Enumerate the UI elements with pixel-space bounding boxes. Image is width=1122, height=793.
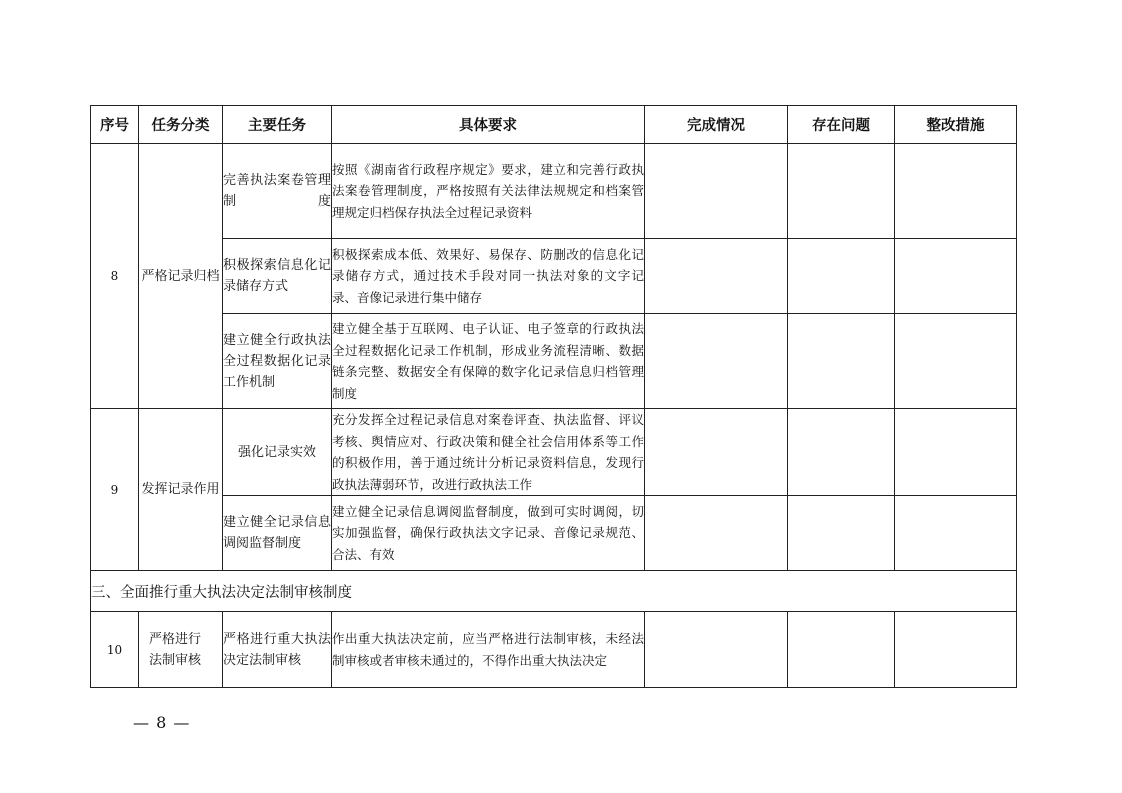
requirement-cell: 建立健全记录信息调阅监督制度，做到可实时调阅，切实加强监督，确保行政执法文字记录、音像记录规范、合法、有效: [332, 496, 645, 571]
problems-cell[interactable]: [788, 496, 895, 571]
header-serial: 序号: [91, 106, 139, 144]
section-heading: 三、全面推行重大执法决定法制审核制度: [91, 571, 1017, 612]
section-row: [91, 571, 1017, 612]
row-number: 10: [91, 612, 139, 688]
main-task-cell: 积极探索信息化记录储存方式: [223, 239, 332, 314]
header-main-task: 主要任务: [223, 106, 332, 144]
table-row: [91, 496, 1017, 571]
requirement-cell: 按照《湖南省行政程序规定》要求，建立和完善行政执法案卷管理制度，严格按照有关法律法规规定和档案管理规定归档保存执法全过程记录资料: [332, 144, 645, 239]
completion-cell[interactable]: [645, 314, 788, 409]
rectification-cell[interactable]: [895, 239, 1017, 314]
task-table: [90, 105, 1017, 688]
table-row: [91, 144, 1017, 239]
completion-cell[interactable]: [645, 239, 788, 314]
header-completion: 完成情况: [645, 106, 788, 144]
table-row: [91, 409, 1017, 496]
header-row: [91, 106, 1017, 144]
page-number: — 8 —: [133, 713, 191, 732]
problems-cell[interactable]: [788, 144, 895, 239]
row-category: [139, 144, 223, 409]
row-category: [139, 409, 223, 571]
main-task-cell: 严格进行重大执法决定法制审核: [223, 612, 332, 688]
table-row: [91, 239, 1017, 314]
rectification-cell[interactable]: [895, 144, 1017, 239]
header-problems: 存在问题: [788, 106, 895, 144]
completion-cell[interactable]: [645, 409, 788, 496]
table-row: [91, 612, 1017, 688]
requirement-cell: 积极探索成本低、效果好、易保存、防删改的信息化记录储存方式，通过技术手段对同一执法对象的文字记录、音像记录进行集中储存: [332, 239, 645, 314]
rectification-cell[interactable]: [895, 409, 1017, 496]
row-category: [139, 612, 223, 688]
category-text: 严格记录归档: [141, 268, 220, 284]
problems-cell[interactable]: [788, 612, 895, 688]
problems-cell[interactable]: [788, 409, 895, 496]
rectification-cell[interactable]: [895, 612, 1017, 688]
requirement-cell: 建立健全基于互联网、电子认证、电子签章的行政执法全过程数据化记录工作机制，形成业务流程清晰、数据链条完整、数据安全有保障的数字化记录信息归档管理制度: [332, 314, 645, 409]
rectification-cell[interactable]: [895, 314, 1017, 409]
category-text: 严格进行法制审核: [149, 631, 202, 668]
row-number: 8: [91, 144, 139, 409]
header-requirement: 具体要求: [332, 106, 645, 144]
completion-cell[interactable]: [645, 144, 788, 239]
main-task-cell: 完善执法案卷管理制度: [223, 144, 332, 239]
row-number: 9: [91, 409, 139, 571]
category-text: 发挥记录作用: [141, 482, 220, 497]
completion-cell[interactable]: [645, 496, 788, 571]
main-task-cell: 强化记录实效: [223, 409, 332, 496]
main-task-cell: 建立健全行政执法全过程数据化记录工作机制: [223, 314, 332, 409]
header-rectification: 整改措施: [895, 106, 1017, 144]
table-row: [91, 314, 1017, 409]
main-task-cell: 建立健全记录信息调阅监督制度: [223, 496, 332, 571]
requirement-cell: 作出重大执法决定前，应当严格进行法制审核，未经法制审核或者审核未通过的，不得作出重大执法决定: [332, 612, 645, 688]
requirement-cell: 充分发挥全过程记录信息对案卷评查、执法监督、评议考核、舆情应对、行政决策和健全社会信用体系等工作的积极作用，善于通过统计分析记录资料信息，发现行政执法薄弱环节，改进行政执法工作: [332, 409, 645, 496]
problems-cell[interactable]: [788, 239, 895, 314]
problems-cell[interactable]: [788, 314, 895, 409]
rectification-cell[interactable]: [895, 496, 1017, 571]
header-category: 任务分类: [139, 106, 223, 144]
completion-cell[interactable]: [645, 612, 788, 688]
